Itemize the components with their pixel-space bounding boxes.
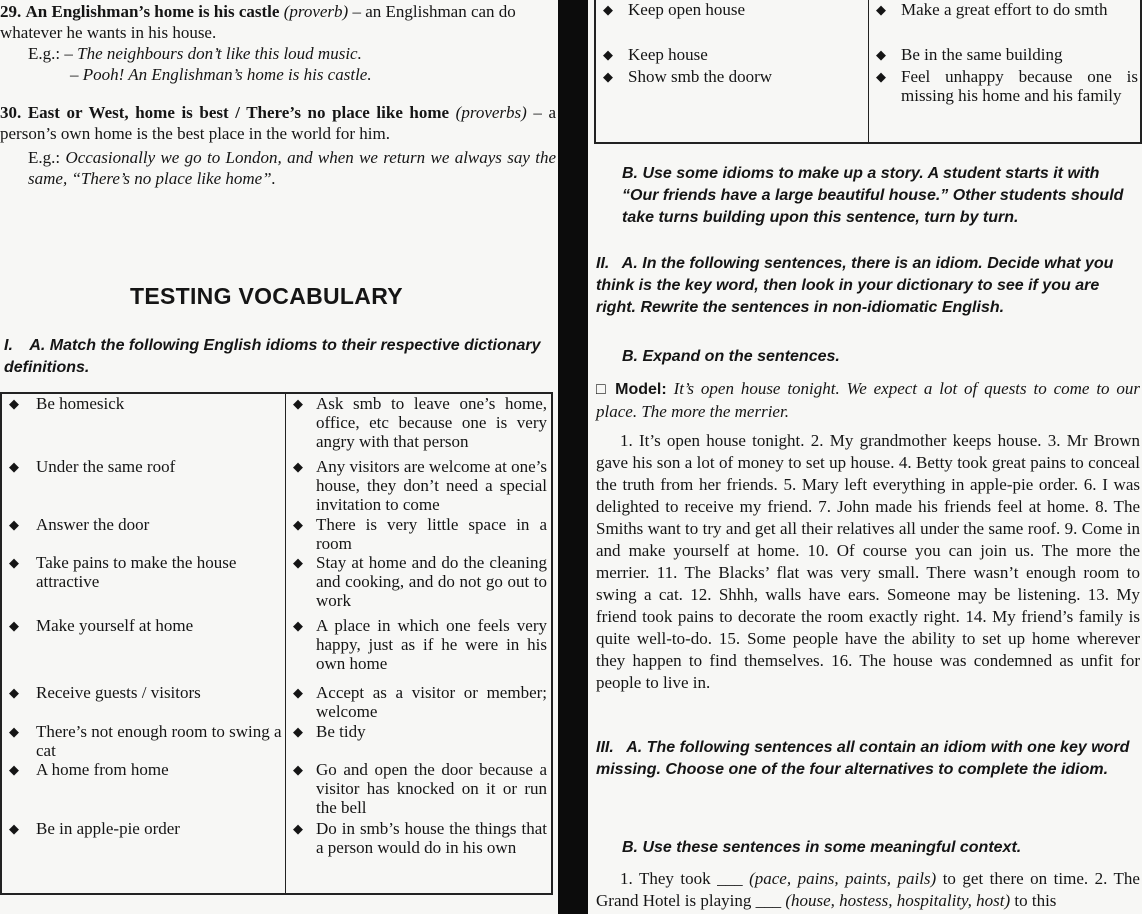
idiom-text: Take pains to make the house attractive <box>36 553 237 591</box>
bullet-icon: ◆ <box>293 821 303 836</box>
definition-text: There is very little space in a room <box>316 515 547 553</box>
idiom-text: Be in apple-pie order <box>36 819 180 838</box>
exercise-3-s2-post: to this <box>1010 891 1057 910</box>
exercise-2-numeral: II. <box>596 255 610 272</box>
bullet-icon: ◆ <box>293 517 303 532</box>
exercise-2-model <box>596 378 1140 423</box>
item-29-eg-line2: – Pooh! An Englishman’s home is his castle. <box>70 65 372 84</box>
idiom-cell <box>1 819 286 894</box>
item-29-eg-label: E.g.: – <box>28 44 73 63</box>
definition-text: Be in the same building <box>901 45 1063 64</box>
idiom-text: Keep house <box>628 45 708 64</box>
table-row <box>1 683 552 722</box>
definition-cell <box>286 515 553 553</box>
bullet-icon: ◆ <box>293 396 303 411</box>
item-30-eg-label: E.g.: <box>28 148 66 167</box>
item-30 <box>0 102 556 189</box>
exercise-3-numeral: III. <box>596 739 614 756</box>
exercise-2-sentences: 1. It’s open house tonight. 2. My grandmother keeps house. 3. Mr Brown gave his son a lot of money to set up house. 4. Betty took great pains to conceal the truth from her friends. 5. Mary left everything in apple-pie order. 6. I was delighted to receive my friend. 7. John made his friends feel at home. 8. The Smiths want to try and get all their relatives all under the same roof. 9. Come in and make yourself at home. 10. Of course you can join us. The more the merrier. 11. The Blacks’ flat was very small. There wasn’t enough room to swing a cat. 12. Shhh, walls have ears. Someone may be listening. 13. My friend took pains to decorate the room exactly right. 14. My friend’s family is quite well-to-do. 15. Some people have the ability to set up home wherever they happen to find themselves. 16. The house was condemned as unfit for people to live in. <box>596 431 1140 692</box>
idiom-text: Make yourself at home <box>36 616 194 635</box>
table-row <box>1 760 552 819</box>
definition-text: Make a great effort to do smth <box>901 0 1108 19</box>
item-29-phrase: An Englishman’s home is his castle <box>25 2 280 21</box>
idiom-cell <box>595 45 869 67</box>
exercise-3-a-text: A. The following sentences all contain an idiom with one key word missing. Choose one of the four alternatives to complete the idiom. <box>596 739 1130 778</box>
item-30-eg-text: Occasionally we go to London, and when we return we always say the same, “There’s no place like home”. <box>28 148 557 188</box>
item-30-type: (proverbs) <box>455 103 527 122</box>
table-row <box>1 515 552 553</box>
idiom-text: Show smb the doorw <box>628 67 773 86</box>
definition-cell <box>286 553 553 616</box>
idiom-cell <box>1 722 286 760</box>
definition-cell <box>869 67 1142 143</box>
definition-cell <box>286 457 553 515</box>
exercise-3-s1-pre: 1. They took ___ <box>620 869 750 888</box>
item-29-type: (proverb) <box>283 2 349 21</box>
idiom-text: Keep open house <box>628 0 746 19</box>
definition-cell <box>286 760 553 819</box>
bullet-icon: ◆ <box>9 517 19 532</box>
table-row <box>1 457 552 515</box>
exercise-2-a-text: A. In the following sentences, there is an idiom. Decide what you think is the key word, then look in your dictionary to see if you are right. Rewrite the sentences in non-idiomatic English. <box>596 255 1114 316</box>
exercise-1-numeral: I. <box>4 337 13 354</box>
idiom-cell <box>595 0 869 45</box>
exercise-3-s2-options: (house, hostess, hospitality, host) <box>785 891 1011 910</box>
table-row <box>1 553 552 616</box>
idiom-cell <box>1 515 286 553</box>
item-30-definition: – a person’s own home is the best place in the world for him. <box>0 103 557 143</box>
exercise-3-b: B. Use these sentences in some meaningful context. <box>622 839 1022 856</box>
item-30-number: 30. <box>0 103 22 122</box>
section-title: TESTING VOCABULARY <box>130 283 403 309</box>
idiom-text: Answer the door <box>36 515 150 534</box>
model-label: Model: <box>615 381 667 398</box>
idiom-cell <box>1 616 286 683</box>
item-29-eg-line1: The neighbours don’t like this loud music. <box>72 44 362 63</box>
page-fold <box>558 0 588 914</box>
idiom-cell <box>1 683 286 722</box>
bullet-icon: ◆ <box>293 555 303 570</box>
idiom-cell <box>1 457 286 515</box>
idioms-table-right <box>594 0 1142 144</box>
bullet-icon: ◆ <box>9 762 19 777</box>
bullet-icon: ◆ <box>603 69 613 84</box>
definition-text: Any visitors are welcome at one’s house, they don’t need a special invitation to come <box>316 457 547 514</box>
bullet-icon: ◆ <box>876 47 886 62</box>
table-row <box>1 616 552 683</box>
bullet-icon: ◆ <box>293 762 303 777</box>
definition-text: Feel unhappy because one is missing his home and his family <box>901 67 1138 105</box>
exercise-1-a-text: A. Match the following English idioms to their respective dictionary definitions. <box>4 337 541 376</box>
table-row <box>1 819 552 894</box>
bullet-icon: ◆ <box>9 396 19 411</box>
idioms-table-left <box>0 392 553 895</box>
definition-text: Go and open the door because a visitor has knocked on it or run the bell <box>316 760 547 817</box>
table-row <box>595 45 1141 67</box>
idiom-cell <box>1 553 286 616</box>
definition-cell <box>869 0 1142 45</box>
definition-cell <box>286 616 553 683</box>
definition-cell <box>286 393 553 457</box>
idiom-cell <box>1 760 286 819</box>
definition-cell <box>286 819 553 894</box>
definition-text: Stay at home and do the cleaning and cooking, and do not go out to work <box>316 553 547 610</box>
exercise-2-a <box>596 253 1140 319</box>
exercise-1-instruction <box>4 335 554 379</box>
model-icon: □ <box>596 381 609 398</box>
bullet-icon: ◆ <box>9 724 19 739</box>
item-30-example <box>0 144 556 189</box>
exercise-3-sentences <box>596 868 1140 912</box>
bullet-icon: ◆ <box>293 724 303 739</box>
table-row <box>595 0 1141 45</box>
exercise-1-b: B. Use some idioms to make up a story. A student starts it with “Our friends have a large beautiful house.” Other students should take turns building upon this sentence, turn by turn. <box>622 165 1124 226</box>
bullet-icon: ◆ <box>876 2 886 17</box>
definition-text: Do in smb’s house the things that a person would do in his own <box>316 819 547 857</box>
bullet-icon: ◆ <box>603 2 613 17</box>
item-29-number: 29. <box>0 2 22 21</box>
idiom-text: Receive guests / visitors <box>36 683 201 702</box>
bullet-icon: ◆ <box>293 618 303 633</box>
idiom-text: A home from home <box>36 760 169 779</box>
bullet-icon: ◆ <box>9 821 19 836</box>
bullet-icon: ◆ <box>9 685 19 700</box>
bullet-icon: ◆ <box>9 555 19 570</box>
exercise-3-a <box>596 737 1140 781</box>
table-row <box>1 722 552 760</box>
idiom-text: There’s not enough room to swing a cat <box>36 722 282 760</box>
definition-cell <box>286 722 553 760</box>
model-text: It’s open house tonight. We expect a lot of quests to come to our place. The more the merrier. <box>596 379 1141 421</box>
definition-text: A place in which one feels very happy, just as if he were in his own home <box>316 616 547 673</box>
item-29-definition: – an Englishman can do whatever he wants in his house. <box>0 2 516 42</box>
definition-text: Accept as a visitor or member; welcome <box>316 683 547 721</box>
idiom-text: Under the same roof <box>36 457 176 476</box>
idiom-text: Be homesick <box>36 394 125 413</box>
bullet-icon: ◆ <box>293 459 303 474</box>
table-row <box>595 67 1141 143</box>
bullet-icon: ◆ <box>293 685 303 700</box>
bullet-icon: ◆ <box>9 459 19 474</box>
table-row <box>1 393 552 457</box>
bullet-icon: ◆ <box>603 47 613 62</box>
exercise-3-s1-options: (pace, pains, paints, pails) <box>749 869 937 888</box>
idiom-cell <box>1 393 286 457</box>
definition-text: Be tidy <box>316 722 366 741</box>
bullet-icon: ◆ <box>9 618 19 633</box>
exercise-3-s1-post: to get there on time. 2. The Grand Hotel is playing ___ <box>596 869 1140 910</box>
item-29 <box>0 1 556 85</box>
bullet-icon: ◆ <box>876 69 886 84</box>
idiom-cell <box>595 67 869 143</box>
definition-cell <box>286 683 553 722</box>
definition-text: Ask smb to leave one’s home, office, etc because one is very angry with that person <box>316 394 547 451</box>
exercise-2-b: B. Expand on the sentences. <box>622 348 840 365</box>
item-29-example <box>0 43 556 85</box>
definition-cell <box>869 45 1142 67</box>
item-30-phrase: East or West, home is best / There’s no place like home <box>27 103 450 122</box>
